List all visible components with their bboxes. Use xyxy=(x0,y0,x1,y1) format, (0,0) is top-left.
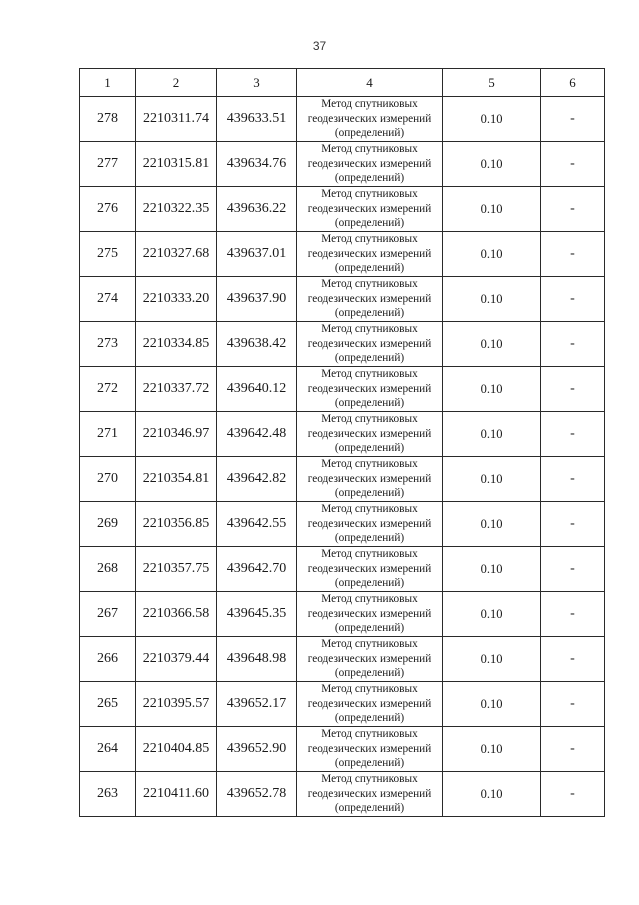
method-cell xyxy=(297,502,443,547)
method-text-line: (определений) xyxy=(334,577,405,590)
header-row xyxy=(80,69,605,97)
y-coordinate-cell: 439637.01 xyxy=(217,232,297,277)
accuracy-cell: 0.10 xyxy=(443,592,541,637)
y-coordinate-cell: 439638.42 xyxy=(217,322,297,367)
method-text-line: Метод спутниковых xyxy=(321,728,418,741)
point-number-cell: 277 xyxy=(80,142,136,187)
method-text-line: Метод спутниковых xyxy=(321,413,418,426)
col6-cell: - xyxy=(541,547,605,592)
accuracy-cell: 0.10 xyxy=(443,772,541,817)
header-col-4: 4 xyxy=(297,69,443,97)
x-coordinate-cell: 2210346.97 xyxy=(136,412,217,457)
accuracy-cell: 0.10 xyxy=(443,277,541,322)
col6-cell: - xyxy=(541,592,605,637)
method-text-line: Метод спутниковых xyxy=(321,638,418,651)
method-text-line: Метод спутниковых xyxy=(321,368,418,381)
coordinates-table xyxy=(79,68,605,817)
method-text-line: (определений) xyxy=(334,172,405,185)
method-text-line: (определений) xyxy=(334,217,405,230)
col6-cell: - xyxy=(541,142,605,187)
point-number-cell: 278 xyxy=(80,97,136,142)
accuracy-cell: 0.10 xyxy=(443,142,541,187)
method-text-line: (определений) xyxy=(334,352,405,365)
accuracy-cell: 0.10 xyxy=(443,232,541,277)
point-number-cell: 272 xyxy=(80,367,136,412)
method-text-line: (определений) xyxy=(334,757,405,770)
point-number-cell: 271 xyxy=(80,412,136,457)
method-cell xyxy=(297,187,443,232)
method-cell xyxy=(297,772,443,817)
accuracy-cell: 0.10 xyxy=(443,97,541,142)
col6-cell: - xyxy=(541,322,605,367)
table-row xyxy=(80,322,605,367)
x-coordinate-cell: 2210395.57 xyxy=(136,682,217,727)
method-text-line: (определений) xyxy=(334,532,405,545)
method-cell xyxy=(297,637,443,682)
table-row xyxy=(80,142,605,187)
accuracy-cell: 0.10 xyxy=(443,727,541,772)
method-cell xyxy=(297,277,443,322)
y-coordinate-cell: 439652.17 xyxy=(217,682,297,727)
col6-cell: - xyxy=(541,187,605,232)
point-number-cell: 275 xyxy=(80,232,136,277)
method-text-line: Метод спутниковых xyxy=(321,458,418,471)
method-text-line: геодезических измерений xyxy=(307,337,432,350)
x-coordinate-cell: 2210322.35 xyxy=(136,187,217,232)
method-text-line: (определений) xyxy=(334,397,405,410)
x-coordinate-cell: 2210404.85 xyxy=(136,727,217,772)
method-text-line: Метод спутниковых xyxy=(321,233,418,246)
col6-cell: - xyxy=(541,502,605,547)
accuracy-cell: 0.10 xyxy=(443,457,541,502)
table-row xyxy=(80,727,605,772)
method-text-line: Метод спутниковых xyxy=(321,683,418,696)
table-row xyxy=(80,637,605,682)
accuracy-cell: 0.10 xyxy=(443,502,541,547)
y-coordinate-cell: 439652.90 xyxy=(217,727,297,772)
method-text-line: (определений) xyxy=(334,802,405,815)
y-coordinate-cell: 439642.82 xyxy=(217,457,297,502)
page-number: 37 xyxy=(312,39,327,53)
col6-cell: - xyxy=(541,232,605,277)
accuracy-cell: 0.10 xyxy=(443,322,541,367)
x-coordinate-cell: 2210366.58 xyxy=(136,592,217,637)
col6-cell: - xyxy=(541,772,605,817)
method-text-line: (определений) xyxy=(334,262,405,275)
y-coordinate-cell: 439645.35 xyxy=(217,592,297,637)
method-cell xyxy=(297,232,443,277)
table-row xyxy=(80,367,605,412)
method-text-line: геодезических измерений xyxy=(307,382,432,395)
method-text-line: (определений) xyxy=(334,622,405,635)
method-text-line: геодезических измерений xyxy=(307,607,432,620)
table-row xyxy=(80,412,605,457)
col6-cell: - xyxy=(541,727,605,772)
accuracy-cell: 0.10 xyxy=(443,367,541,412)
x-coordinate-cell: 2210333.20 xyxy=(136,277,217,322)
table-row xyxy=(80,682,605,727)
method-text-line: (определений) xyxy=(334,442,405,455)
point-number-cell: 274 xyxy=(80,277,136,322)
method-text-line: геодезических измерений xyxy=(307,697,432,710)
point-number-cell: 266 xyxy=(80,637,136,682)
accuracy-cell: 0.10 xyxy=(443,682,541,727)
table-row xyxy=(80,277,605,322)
method-text-line: Метод спутниковых xyxy=(321,773,418,786)
accuracy-cell: 0.10 xyxy=(443,547,541,592)
x-coordinate-cell: 2210315.81 xyxy=(136,142,217,187)
method-text-line: геодезических измерений xyxy=(307,247,432,260)
method-text-line: геодезических измерений xyxy=(307,742,432,755)
method-cell xyxy=(297,682,443,727)
table-body xyxy=(80,97,605,817)
table-header xyxy=(80,69,605,97)
method-text-line: (определений) xyxy=(334,487,405,500)
method-text-line: (определений) xyxy=(334,127,405,140)
method-text-line: геодезических измерений xyxy=(307,427,432,440)
col6-cell: - xyxy=(541,367,605,412)
table-row xyxy=(80,187,605,232)
method-text-line: Метод спутниковых xyxy=(321,278,418,291)
table-row xyxy=(80,592,605,637)
method-cell xyxy=(297,367,443,412)
y-coordinate-cell: 439642.70 xyxy=(217,547,297,592)
table-row xyxy=(80,457,605,502)
method-text-line: геодезических измерений xyxy=(307,472,432,485)
col6-cell: - xyxy=(541,637,605,682)
header-col-1: 1 xyxy=(80,69,136,97)
method-cell xyxy=(297,547,443,592)
x-coordinate-cell: 2210311.74 xyxy=(136,97,217,142)
header-col-3: 3 xyxy=(217,69,297,97)
point-number-cell: 263 xyxy=(80,772,136,817)
method-text-line: Метод спутниковых xyxy=(321,188,418,201)
y-coordinate-cell: 439633.51 xyxy=(217,97,297,142)
x-coordinate-cell: 2210354.81 xyxy=(136,457,217,502)
table-row xyxy=(80,232,605,277)
point-number-cell: 276 xyxy=(80,187,136,232)
y-coordinate-cell: 439640.12 xyxy=(217,367,297,412)
method-text-line: геодезических измерений xyxy=(307,652,432,665)
method-cell xyxy=(297,727,443,772)
col6-cell: - xyxy=(541,457,605,502)
point-number-cell: 267 xyxy=(80,592,136,637)
point-number-cell: 265 xyxy=(80,682,136,727)
method-text-line: (определений) xyxy=(334,712,405,725)
y-coordinate-cell: 439642.55 xyxy=(217,502,297,547)
method-text-line: (определений) xyxy=(334,307,405,320)
accuracy-cell: 0.10 xyxy=(443,637,541,682)
table-row xyxy=(80,547,605,592)
y-coordinate-cell: 439642.48 xyxy=(217,412,297,457)
point-number-cell: 270 xyxy=(80,457,136,502)
method-text-line: геодезических измерений xyxy=(307,787,432,800)
header-col-5: 5 xyxy=(443,69,541,97)
x-coordinate-cell: 2210357.75 xyxy=(136,547,217,592)
point-number-cell: 273 xyxy=(80,322,136,367)
y-coordinate-cell: 439652.78 xyxy=(217,772,297,817)
point-number-cell: 264 xyxy=(80,727,136,772)
method-text-line: Метод спутниковых xyxy=(321,503,418,516)
method-text-line: геодезических измерений xyxy=(307,202,432,215)
x-coordinate-cell: 2210379.44 xyxy=(136,637,217,682)
table-row xyxy=(80,772,605,817)
method-cell xyxy=(297,592,443,637)
accuracy-cell: 0.10 xyxy=(443,187,541,232)
table-row xyxy=(80,502,605,547)
method-text-line: геодезических измерений xyxy=(307,562,432,575)
table-row xyxy=(80,97,605,142)
method-text-line: геодезических измерений xyxy=(307,292,432,305)
method-text-line: геодезических измерений xyxy=(307,112,432,125)
accuracy-cell: 0.10 xyxy=(443,412,541,457)
col6-cell: - xyxy=(541,97,605,142)
x-coordinate-cell: 2210327.68 xyxy=(136,232,217,277)
x-coordinate-cell: 2210334.85 xyxy=(136,322,217,367)
col6-cell: - xyxy=(541,682,605,727)
method-text-line: Метод спутниковых xyxy=(321,323,418,336)
method-text-line: Метод спутниковых xyxy=(321,593,418,606)
method-text-line: геодезических измерений xyxy=(307,157,432,170)
method-cell xyxy=(297,457,443,502)
header-col-2: 2 xyxy=(136,69,217,97)
method-text-line: (определений) xyxy=(334,667,405,680)
header-col-6: 6 xyxy=(541,69,605,97)
x-coordinate-cell: 2210411.60 xyxy=(136,772,217,817)
method-cell xyxy=(297,142,443,187)
x-coordinate-cell: 2210337.72 xyxy=(136,367,217,412)
col6-cell: - xyxy=(541,412,605,457)
method-text-line: Метод спутниковых xyxy=(321,548,418,561)
x-coordinate-cell: 2210356.85 xyxy=(136,502,217,547)
y-coordinate-cell: 439634.76 xyxy=(217,142,297,187)
col6-cell: - xyxy=(541,277,605,322)
method-cell xyxy=(297,322,443,367)
method-text-line: Метод спутниковых xyxy=(321,143,418,156)
y-coordinate-cell: 439637.90 xyxy=(217,277,297,322)
y-coordinate-cell: 439636.22 xyxy=(217,187,297,232)
method-cell xyxy=(297,97,443,142)
y-coordinate-cell: 439648.98 xyxy=(217,637,297,682)
method-text-line: геодезических измерений xyxy=(307,517,432,530)
point-number-cell: 268 xyxy=(80,547,136,592)
point-number-cell: 269 xyxy=(80,502,136,547)
method-cell xyxy=(297,412,443,457)
method-text-line: Метод спутниковых xyxy=(321,98,418,111)
